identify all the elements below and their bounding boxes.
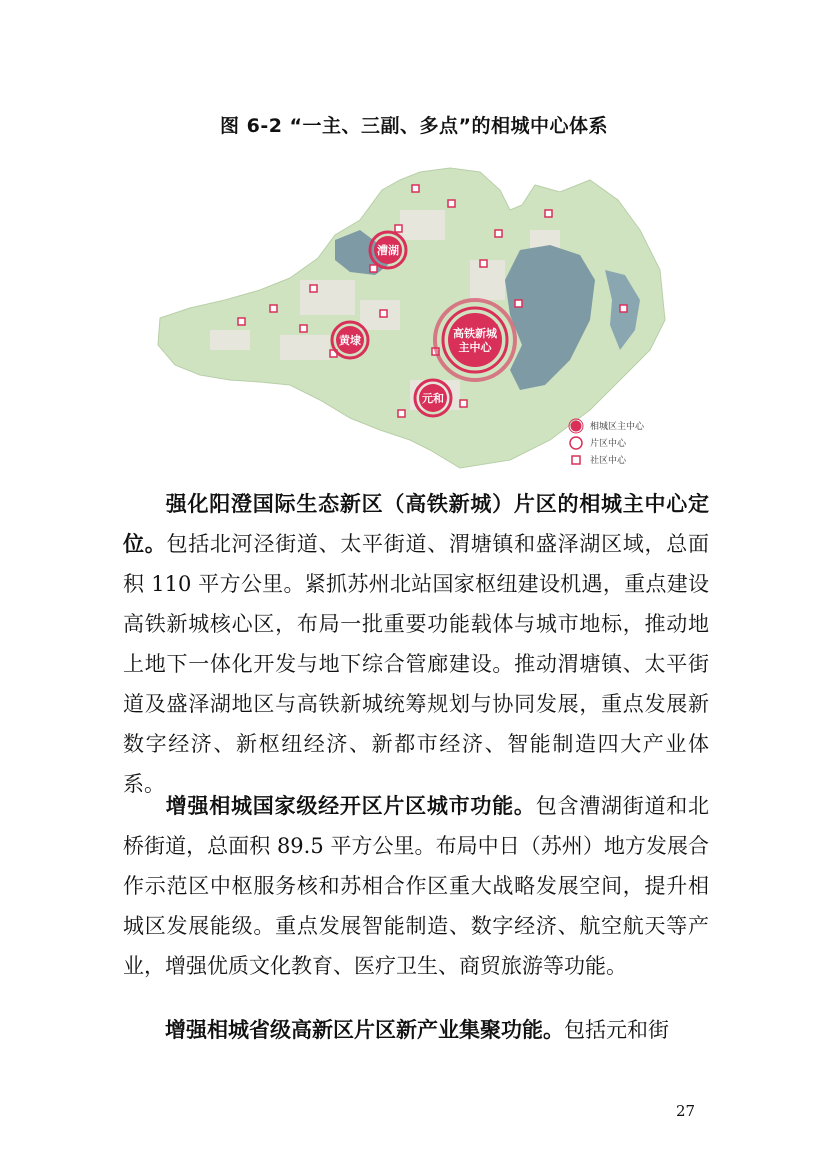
district-map — [150, 150, 670, 475]
sub-center-caohu — [370, 232, 406, 268]
figure-title: 图 6-2 “一主、三副、多点”的相城中心体系 — [219, 115, 609, 137]
map-svg — [150, 150, 670, 475]
paragraph-2-body: 包含漕湖街道和北桥街道，总面积 89.5 平方公里。布局中日（苏州）地方发展合作示范区中枢服务核和苏相合作区重大战略发展空间，提升相城区发展能级。重点发展智能制造、数字经济、航空航天等产业，增强优质文化教育、医疗卫生、商贸旅游等功能。 — [123, 794, 710, 978]
svg-text:元和: 元和 — [422, 392, 444, 405]
map-legend — [569, 419, 645, 466]
svg-text:主中心: 主中心 — [458, 341, 492, 354]
svg-text:漕湖: 漕湖 — [377, 244, 399, 257]
paragraph-2 — [123, 786, 709, 986]
paragraph-2-lead: 增强相城国家级经开区片区城市功能。 — [165, 794, 536, 818]
legend-main: 相城区主中心 — [590, 422, 645, 432]
legend-community: 社区中心 — [590, 456, 627, 466]
legend-district: 片区中心 — [590, 439, 627, 449]
sub-center-yuanhe — [415, 380, 451, 416]
sub-center-huangdai — [332, 322, 368, 358]
page-number: 27 — [676, 1102, 696, 1120]
paragraph-1-lead: 强化阳澄国际生态新区（高铁新城）片区的相城主中心定位。 — [123, 492, 709, 556]
paragraph-1 — [123, 484, 709, 804]
paragraph-1-body: 包括北河泾街道、太平街道、渭塘镇和盛泽湖区域，总面积 110 平方公里。紧抓苏州北站国家枢纽建设机遇，重点建设高铁新城核心区，布局一批重要功能载体与城市地标，推动地上地下一体化开发与地下综合管廊建设。推动渭塘镇、太平街道及盛泽湖地区与高铁新城统筹规划与协同发展，重点发展新数字经济、新枢纽经济、新都市经济、智能制造四大产业体系。 — [123, 532, 710, 796]
svg-text:黄埭: 黄埭 — [339, 334, 361, 347]
paragraph-3 — [123, 1010, 709, 1050]
paragraph-3-body: 包括元和街 — [564, 1018, 669, 1042]
paragraph-3-lead: 增强相城省级高新区片区新产业集聚功能。 — [165, 1018, 564, 1042]
svg-text:高铁新城: 高铁新城 — [453, 327, 497, 340]
